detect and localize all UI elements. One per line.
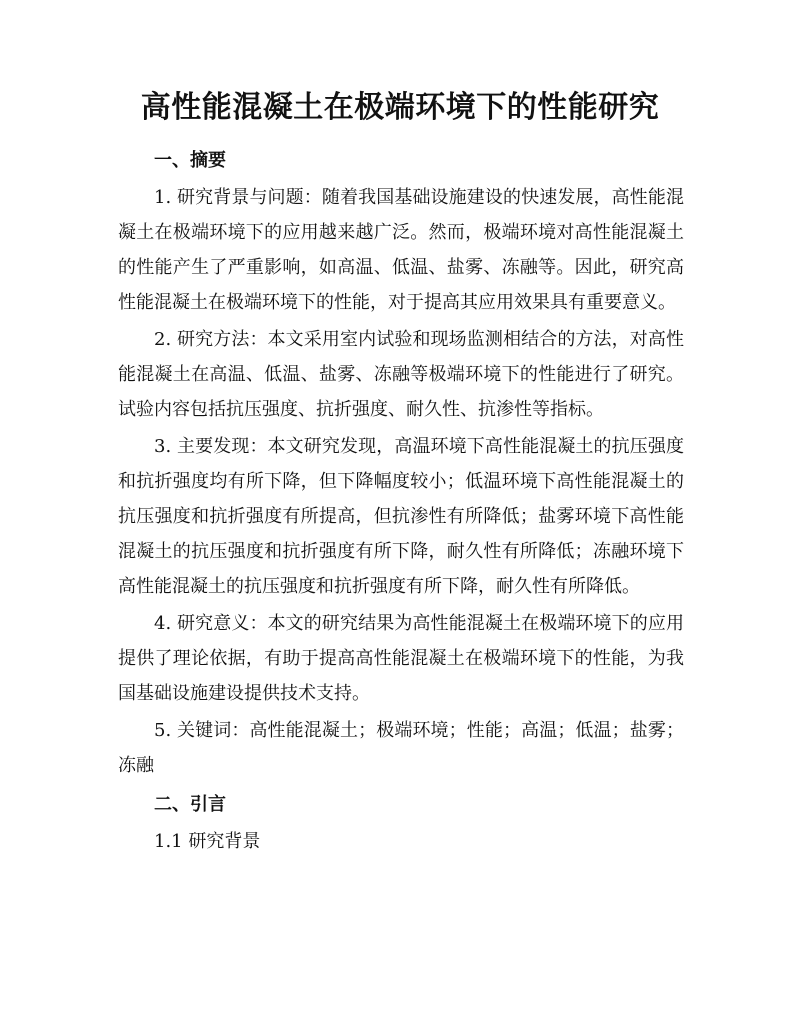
abstract-heading: 一、摘要	[154, 150, 226, 171]
document-title: 高性能混凝土在极端环境下的性能研究	[140, 90, 660, 125]
introduction-heading: 二、引言	[154, 794, 226, 815]
document-body	[118, 143, 684, 859]
abstract-item-keywords: 5. 关键词：高性能混凝土；极端环境；性能；高温；低温；盐雾；冻融	[118, 720, 684, 776]
abstract-item-significance: 4. 研究意义：本文的研究结果为高性能混凝土在极端环境下的应用提供了理论依据，有助于提高高性能混凝土在极端环境下的性能，为我国基础设施建设提供技术支持。	[118, 613, 684, 704]
abstract-item-findings: 3. 主要发现：本文研究发现，高温环境下高性能混凝土的抗压强度和抗折强度均有所下降，但下降幅度较小；低温环境下高性能混凝土的抗压强度和抗折强度有所提高，但抗渗性有所降低；盐雾环境下高性能混凝土的抗压强度和抗折强度有所下降，耐久性有所降低；冻融环境下高性能混凝土的抗压强度和抗折强度有所下降，耐久性有所降低。	[118, 436, 684, 597]
abstract-item-background: 1. 研究背景与问题：随着我国基础设施建设的快速发展，高性能混凝土在极端环境下的应用越来越广泛。然而，极端环境对高性能混凝土的性能产生了严重影响，如高温、低温、盐雾、冻融等。因此，研究高性能混凝土在极端环境下的性能，对于提高其应用效果具有重要意义。	[118, 187, 684, 313]
subsection-research-background: 1.1 研究背景	[154, 831, 261, 852]
abstract-item-method: 2. 研究方法：本文采用室内试验和现场监测相结合的方法，对高性能混凝土在高温、低温、盐雾、冻融等极端环境下的性能进行了研究。试验内容包括抗压强度、抗折强度、耐久性、抗渗性等指标。	[118, 329, 684, 420]
